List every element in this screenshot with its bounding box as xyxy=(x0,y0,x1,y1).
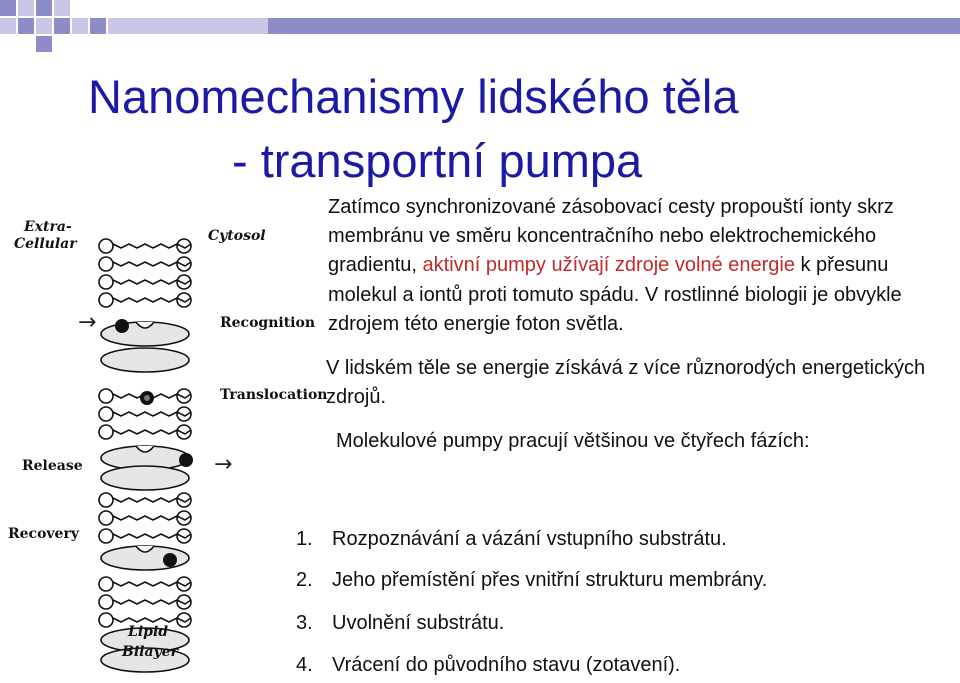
slide-title-line1: Nanomechanismy lidského těla xyxy=(88,70,739,123)
step-number: 3. xyxy=(296,612,313,634)
paragraph-1 xyxy=(328,193,950,339)
label-extracellular-line2: Cellular xyxy=(14,236,77,252)
membrane-pump-figure xyxy=(0,200,330,683)
step-text: Vrácení do původního stavu (zotavení). xyxy=(332,654,681,676)
arrow-right-icon: → xyxy=(214,452,233,477)
paragraph-1-before: Zatímco synchronizované zásobovací cesty propouští ionty skrz membránu ve směru koncentračního nebo elektrochemického gradientu, xyxy=(328,196,894,277)
step-number: 4. xyxy=(296,654,313,676)
label-recognition: Recognition xyxy=(220,315,315,331)
paragraph-3: Molekulové pumpy pracují většinou ve čtyřech fázích: xyxy=(336,430,810,453)
body-text xyxy=(326,193,950,457)
membrane-bilayer-illustration xyxy=(0,200,330,683)
label-bilayer: Bilayer xyxy=(122,644,178,660)
paragraph-1-highlight: aktivní pumpy užívají zdroje volné energie xyxy=(422,254,795,277)
label-release: Release xyxy=(22,458,83,474)
slide-title-line2: - transportní pumpa xyxy=(232,134,643,187)
label-translocation: Translocation xyxy=(220,387,328,403)
step-number: 2. xyxy=(296,569,313,591)
step-number: 1. xyxy=(296,528,313,550)
label-recovery: Recovery xyxy=(8,526,79,542)
paragraph-2: V lidském těle se energie získává z více různorodých energetických zdrojů. xyxy=(326,357,926,409)
label-lipid: Lipid xyxy=(128,624,169,640)
paragraph-1-after: k přesunu molekul a iontů proti tomuto spádu. V rostlinné biologii je obvykle zdrojem této energie foton světla. xyxy=(328,254,902,335)
decorative-squares xyxy=(0,0,960,60)
step-text: Uvolnění substrátu. xyxy=(332,612,505,634)
step-text: Jeho přemístění přes vnitřní strukturu membrány. xyxy=(332,569,768,591)
label-cytosol: Cytosol xyxy=(208,228,266,244)
arrow-right-icon: → xyxy=(78,310,97,335)
label-extracellular-line1: Extra- xyxy=(24,219,72,235)
step-text: Rozpoznávání a vázání vstupního substrátu. xyxy=(332,528,727,550)
